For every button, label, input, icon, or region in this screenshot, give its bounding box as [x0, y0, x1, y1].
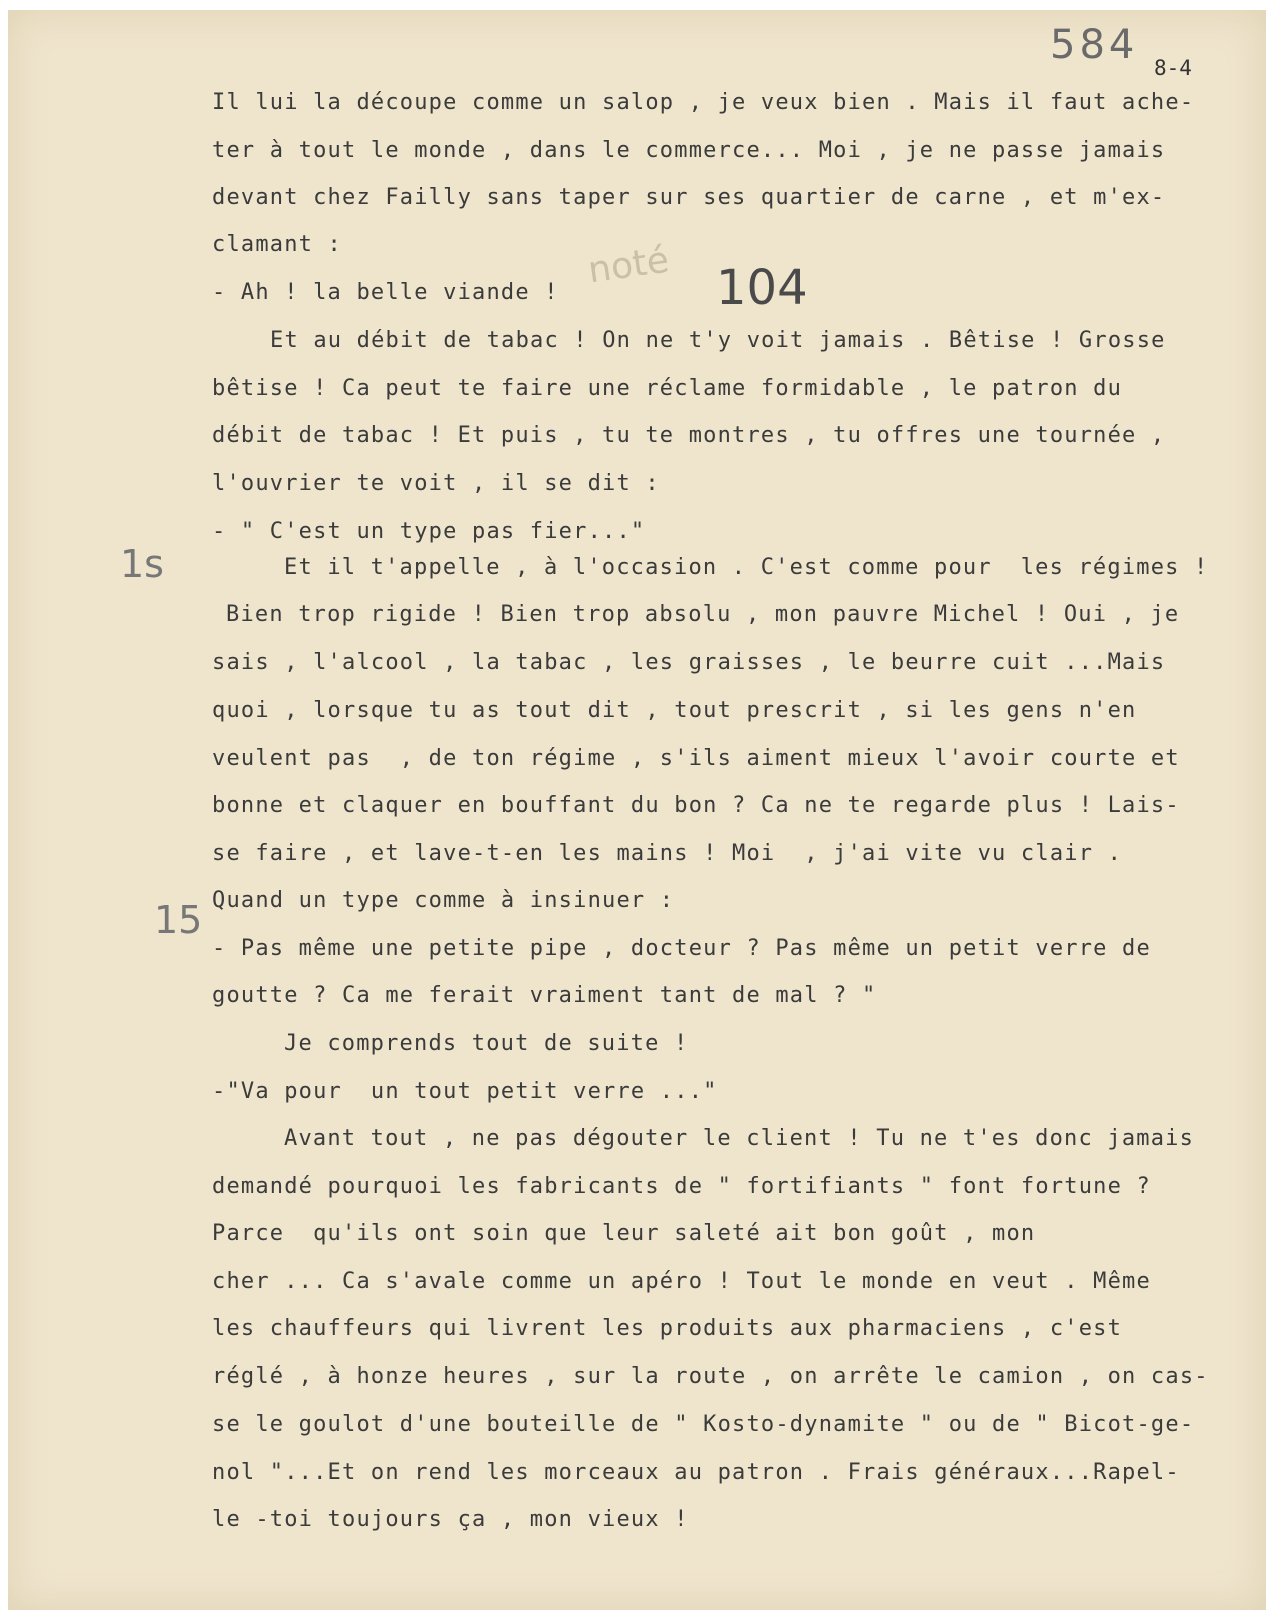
- text-line: quoi , lorsque tu as tout dit , tout prescrit , si les gens n'en: [212, 698, 1137, 723]
- text-line: Avant tout , ne pas dégouter le client ! Tu ne t'es donc jamais: [284, 1126, 1195, 1151]
- text-line: -"Va pour un tout petit verre ...": [212, 1079, 718, 1104]
- text-line: Quand un type comme à insinuer :: [212, 888, 675, 913]
- text-line: bêtise ! Ca peut te faire une réclame formidable , le patron du: [212, 376, 1123, 401]
- folio-number: 584: [1050, 22, 1139, 68]
- typed-page: [8, 10, 1266, 1610]
- text-line: débit de tabac ! Et puis , tu te montres , tu offres une tournée ,: [212, 423, 1166, 448]
- text-line: veulent pas , de ton régime , s'ils aiment mieux l'avoir courte et: [212, 746, 1180, 771]
- text-line: Il lui la découpe comme un salop , je veux bien . Mais il faut ache-: [212, 90, 1195, 115]
- text-line: Parce qu'ils ont soin que leur saleté ait bon goût , mon: [212, 1221, 1036, 1246]
- faint-pencil-note: noté: [585, 239, 672, 292]
- text-line: - " C'est un type pas fier...": [212, 519, 646, 544]
- text-line: goutte ? Ca me ferait vraiment tant de mal ? ": [212, 983, 877, 1008]
- handwritten-number: 104: [716, 260, 808, 316]
- text-line: Je comprends tout de suite !: [284, 1031, 689, 1056]
- text-line: devant chez Failly sans taper sur ses quartier de carne , et m'ex-: [212, 185, 1166, 210]
- text-line: Et au débit de tabac ! On ne t'y voit jamais . Bêtise ! Grosse: [270, 328, 1166, 353]
- text-line: bonne et claquer en bouffant du bon ? Ca ne te regarde plus ! Lais-: [212, 793, 1180, 818]
- text-line: sais , l'alcool , la tabac , les graisses , le beurre cuit ...Mais: [212, 650, 1166, 675]
- text-line: les chauffeurs qui livrent les produits aux pharmaciens , c'est: [212, 1316, 1123, 1341]
- text-line: ter à tout le monde , dans le commerce... Moi , je ne passe jamais: [212, 138, 1166, 163]
- text-line: Bien trop rigide ! Bien trop absolu , mon pauvre Michel ! Oui , je: [226, 602, 1180, 627]
- text-line: - Ah ! la belle viande !: [212, 280, 559, 305]
- text-line: se le goulot d'une bouteille de " Kosto-dynamite " ou de " Bicot-ge-: [212, 1412, 1195, 1437]
- text-line: demandé pourquoi les fabricants de " fortifiants " font fortune ?: [212, 1174, 1151, 1199]
- margin-note: 15: [154, 898, 203, 942]
- text-line: Et il t'appelle , à l'occasion . C'est comme pour les régimes !: [284, 555, 1209, 580]
- text-line: l'ouvrier te voit , il se dit :: [212, 471, 660, 496]
- text-line: nol "...Et on rend les morceaux au patron . Frais généraux...Rapel-: [212, 1460, 1180, 1485]
- text-line: se faire , et lave-t-en les mains ! Moi , j'ai vite vu clair .: [212, 841, 1123, 866]
- text-line: le -toi toujours ça , mon vieux !: [212, 1507, 689, 1532]
- text-line: réglé , à honze heures , sur la route , on arrête le camion , on cas-: [212, 1364, 1209, 1389]
- page-number: 8-4: [1154, 56, 1192, 80]
- text-line: - Pas même une petite pipe , docteur ? Pas même un petit verre de: [212, 936, 1151, 961]
- margin-note: 1s: [120, 542, 164, 586]
- text-line: clamant :: [212, 232, 343, 257]
- text-line: cher ... Ca s'avale comme un apéro ! Tout le monde en veut . Même: [212, 1269, 1151, 1294]
